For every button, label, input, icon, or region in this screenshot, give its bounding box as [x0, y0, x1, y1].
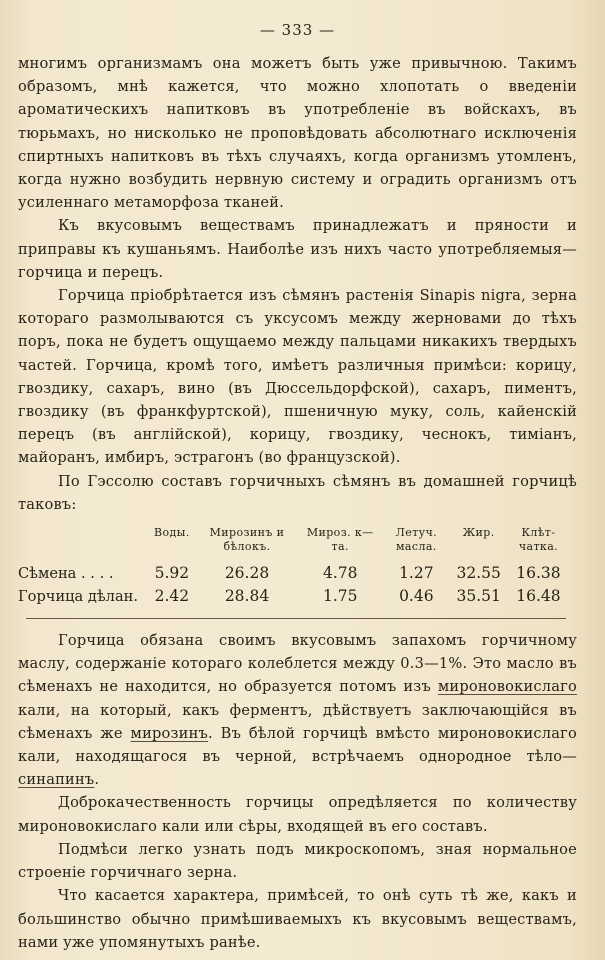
header-fat: Жир.: [462, 526, 495, 540]
term-myrosin: мирозинъ: [130, 724, 209, 742]
paragraph-2: Къ вкусовымъ веществамъ принадлежатъ и пряности и приправы къ кушаньямъ. Наиболѣе изъ нихъ часто употребляемыя— горчица и перецъ.: [18, 217, 577, 281]
table-cell: 5.92: [154, 564, 190, 583]
paragraph-5-part-3: . Въ бѣлой горчицѣ вмѣсто мироновокислаго кали, находящагося въ черной, встрѣчаемъ однородное тѣло—: [18, 724, 577, 766]
header-water: Воды.: [154, 526, 190, 540]
table-cell: 28.84: [224, 587, 270, 606]
table-cell: 2.42: [154, 587, 190, 606]
table-cell: 35.51: [456, 587, 501, 606]
table-divider: [26, 618, 566, 619]
paragraph-3: Горчица пріобрѣтается изъ сѣмянъ растенія Sinapis nigra, зерна котораго размолываются съ уксусомъ между жерновами до тѣхъ поръ, пока не будетъ ощущаемо между пальцами никакихъ твердыхъ частей. Горчица, кромѣ того, имѣетъ различныя примѣси: корицу, гвоздику, сахаръ, вино (въ Дюссельдорфской), сахаръ, пиментъ, гвоздику (въ франкфуртской), пшеничную муку, соль, кайенскій перецъ (въ англійской), корицу, гвоздику, чеснокъ, тиміанъ, майоранъ, имбиръ, эстрагонъ (во французской).: [18, 287, 577, 467]
composition-table: [18, 526, 574, 608]
table-header-row: [18, 526, 574, 562]
table-cell: 1.75: [322, 587, 358, 606]
paragraph-7: Подмѣси легко узнать подъ микроскопомъ, зная нормальное строеніе горчичнаго зерна.: [18, 840, 577, 882]
paragraph-5-part-1: Горчица обязана своимъ вкусовымъ запахомъ горчичному маслу, содержаніе котораго колеблется между 0.3—1%. Это масло въ сѣменахъ не находится, но образуется потомъ изъ: [18, 632, 577, 696]
table-row: [18, 585, 574, 608]
table-row: [18, 562, 574, 585]
header-fiber: Клѣт- чатка.: [518, 526, 559, 554]
term-sinapin: синапинъ: [18, 771, 95, 789]
table-cell: 16.38: [516, 564, 561, 583]
table-cell: 32.55: [456, 564, 501, 583]
table-corner: [18, 526, 152, 562]
paragraph-1: многимъ организмамъ она можетъ быть уже привычною. Такимъ образомъ, мнѣ кажется, что можно хлопотать о введеніи ароматическихъ напитковъ въ употребленіе въ войскахъ, въ тюрьмахъ, но нисколько не проповѣдовать абсолютнаго исключенія спиртныхъ напитковъ въ тѣхъ случаяхъ, когда организмъ утомленъ, когда нужно возбудить нервную систему и оградить организмъ отъ усиленнаго метаморфоза тканей.: [18, 55, 577, 212]
row-label: Горчица дѣлан.: [18, 588, 139, 606]
paragraph-5-part-2: кали, на который, какъ ферментъ, дѣйствуетъ заключающійся въ сѣменахъ же: [18, 701, 577, 742]
table-cell: 26.28: [224, 564, 270, 583]
paragraph-6: Доброкачественность горчицы опредѣляется по количеству мироновокислаго кали или сѣры, входящей въ его составъ.: [18, 794, 577, 835]
header-myrosin-protein: Мирозинъ и бѣлокъ.: [209, 526, 285, 554]
table-cell: 16.48: [516, 587, 561, 606]
paragraph-4: По Гэссолю составъ горчичныхъ сѣмянъ въ домашней горчицѣ таковъ:: [18, 472, 577, 513]
term-myronate: мироновокислаго: [437, 678, 577, 696]
page-number: — 333 —: [259, 21, 336, 39]
header-volatile-oil: Летуч. масла.: [395, 526, 438, 554]
row-label: Сѣмена . . . .: [18, 565, 114, 583]
table-cell: 4.78: [322, 564, 358, 583]
table-cell: 0.46: [399, 587, 434, 606]
header-myronic-acid: Мироз. к—та.: [306, 526, 374, 554]
paragraph-5: [18, 629, 577, 791]
table-cell: 1.27: [399, 564, 434, 583]
paragraph-8: Что касается характера, примѣсей, то онѣ суть тѣ же, какъ и большинство обычно примѣшиваемыхъ къ вкусовымъ веществамъ, нами уже упомянутыхъ ранѣе.: [18, 887, 577, 951]
paragraph-5-part-4: .: [94, 771, 100, 789]
